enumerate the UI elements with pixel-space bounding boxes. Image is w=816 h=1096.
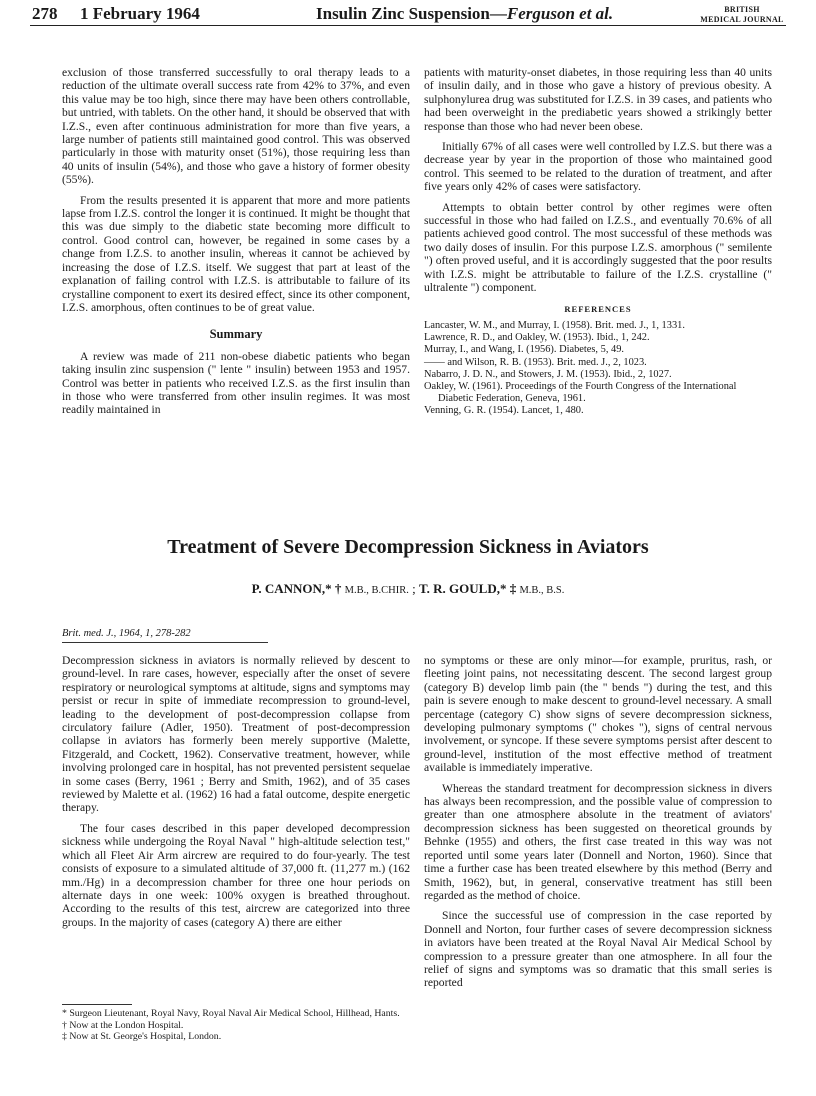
article-column-1: [62, 654, 410, 936]
author-degrees: M.B., B.S.: [519, 585, 565, 596]
references-heading: REFERENCES: [564, 303, 632, 314]
reference-item: Nabarro, J. D. N., and Stowers, J. M. (1953). Ibid., 2, 1027.: [424, 368, 672, 380]
reference-item: Oakley, W. (1961). Proceedings of the Fourth Congress of the International Diabetic Federation, Geneva, 1961.: [424, 380, 737, 405]
prev-article-column-1: [62, 66, 410, 424]
article-paragraph: Decompression sickness in aviators is normally relieved by descent to ground-level. In rare cases, however, especially after the onset of severe respiratory or neurological symptoms at altitude, signs and symptoms may persist or recur in spite of immediate recompression to ground-level, leading to the development of post-decompression collapse from circulatory failure (Adler, 1950). Treatment of post-decompression collapse in aviators has formerly been merely supportive (Malette, Fitzgerald, and Cockett, 1962). Conservative treatment, however, while involving prolonged care in hospital, has not prevented persistent sequelae in some cases (Berry, 1961 ; Berry and Smith, 1962), and of 35 cases reviewed by Malette et al. (1962) 16 had a fatal outcome, despite energetic therapy.: [62, 654, 410, 815]
article-paragraph: Whereas the standard treatment for decompression sickness in divers has always been recompression, and the possible value of compression to greater than one atmosphere absolute in the treatment of aviators' decompression sickness has been suggested on theoretical grounds by Behnke (1955) and others, the first case treated in this way was not reported until some years later (Donnell and Norton, 1960). Since that time a further case has been treated elsewhere by this method (Berry and Smith, 1962), but, in general, conservative treatment has still been regarded as the method of choice.: [424, 781, 772, 902]
author-line: [30, 581, 786, 597]
journal-name: [692, 5, 792, 25]
prev-paragraph: exclusion of those transferred successfully to oral therapy leads to a reduction of the ultimate overall success rate from 42% to 37%, and even this value may be too high, since there may have been others controllable, but untried, with tablets. On the other hand, it should be observed that with I.Z.S., even after continuous administration for more than five years, a large number of patients still maintained good control. This was observed particularly in those with maturity onset (51%), those requiring less than 40 units of insulin (54%), and those who gave a history of former obesity (55%).: [62, 66, 410, 187]
footnote-item: ‡ Now at St. George's Hospital, London.: [62, 1031, 222, 1043]
prev-paragraph: Attempts to obtain better control by other regimes were often successful in those who had failed on I.Z.S., and eventually 70.6% of all patients achieved good control. The most successful of these methods was two daily doses of insulin. For this purpose I.Z.S. amorphous (" semilente ") often proved useful, and it is accordingly suggested that the poor results with I.Z.S. might be attributable to failure of the I.Z.S. crystalline (" ultralente ") component.: [424, 200, 772, 295]
reference-item: Lancaster, W. M., and Murray, I. (1958). Brit. med. J., 1, 1331.: [424, 319, 685, 331]
article-paragraph: Since the successful use of compression in the case reported by Donnell and Norton, four further cases of severe decompression sickness in aviators have been treated at the Royal Naval Air Medical School by compression to a pressure greater than one atmosphere. In all four the relief of signs and symptoms was so dramatic that this small series is reported: [424, 909, 772, 990]
author-name: P. CANNON,* †: [251, 581, 342, 596]
author-separator: ;: [412, 581, 416, 596]
header-rule: [30, 25, 786, 26]
citation-rule: [62, 642, 268, 643]
prev-article-column-2: [424, 66, 772, 418]
footnote-item: * Surgeon Lieutenant, Royal Navy, Royal Naval Air Medical School, Hillhead, Hants.: [62, 1008, 400, 1019]
journal-name-line2: MEDICAL JOURNAL: [700, 15, 784, 24]
page-number: 278: [32, 4, 58, 23]
reference-item: Venning, G. R. (1954). Lancet, 1, 480.: [424, 405, 584, 417]
summary-heading: Summary: [209, 327, 263, 342]
prev-paragraph: patients with maturity-onset diabetes, in those requiring less than 40 units of insulin daily, and in those who gave a history of previous obesity. A sulphonylurea drug was substituted for I.Z.S. in 39 cases, and patients who had been overweight in the prediabetic years showed a strikingly better response than those who had never been obese.: [424, 66, 772, 133]
journal-name-line1: BRITISH: [724, 5, 760, 14]
author-degrees: M.B., B.CHIR.: [344, 585, 409, 596]
reference-item: Lawrence, R. D., and Oakley, W. (1953). Ibid., 1, 242.: [424, 332, 650, 344]
prev-paragraph: Initially 67% of all cases were well controlled by I.Z.S. but there was a decrease year by year in the proportion of those who maintained good control. This seemed to be related to the duration of treatment, and after five years only 42% of cases were satisfactory.: [424, 140, 772, 194]
running-title-text: Insulin Zinc Suspension—: [316, 4, 507, 23]
footnote-rule: [62, 1004, 132, 1005]
article-column-2: [424, 654, 772, 997]
citation: Brit. med. J., 1964, 1, 278-282: [62, 628, 191, 639]
article-paragraph: no symptoms or these are only minor—for example, pruritus, rash, or fleeting joint pains, not necessitating descent. The second largest group (category B) develop limb pain (the " bends ") during the test, and this pain is severe enough to make descent to ground-level necessary. A small percentage (category C) show signs of severe decompression sickness, developing pulmonary symptoms (" chokes "), signs of central nervous involvement, or syncope. If these severe symptoms persist after descent to ground-level, institution of the most effective method of treatment available is immediately imperative.: [424, 654, 772, 775]
reference-item: Murray, I., and Wang, I. (1956). Diabetes, 5, 49.: [424, 344, 624, 356]
issue-date: 1 February 1964: [80, 4, 200, 23]
running-title-authors: Ferguson et al.: [506, 4, 614, 23]
summary-paragraph: A review was made of 211 non-obese diabetic patients who began taking insulin zinc suspension (" lente " insulin) between 1953 and 1957. Control was better in patients who received I.Z.S. as the first insulin than in those who were transferred from other insulin regimes. It was most readily maintained in: [62, 349, 410, 417]
article-title: Treatment of Severe Decompression Sickness in Aviators: [167, 536, 649, 558]
reference-item: —— and Wilson, R. B. (1953). Brit. med. J., 2, 1023.: [424, 356, 647, 368]
footnote-item: † Now at the London Hospital.: [62, 1019, 184, 1031]
article-paragraph: The four cases described in this paper developed decompression sickness while undergoing the Royal Naval " high-altitude selection test," which all Fleet Air Arm aircrew are required to do four-yearly. The test consists of exposure to a simulated altitude of 37,000 ft. (11,277 m.) (162 mm./Hg) in a decompression chamber for three one hour periods on alternate days in one week: 100% oxygen is breathed throughout. According to the results of this test, aircrew are categorized into three groups. In the majority of cases (category A) there are either: [62, 821, 410, 929]
author-name: T. R. GOULD,* ‡: [418, 581, 517, 596]
running-title: [316, 4, 613, 24]
prev-paragraph: From the results presented it is apparent that more and more patients lapse from I.Z.S. control the longer it is continued. It might be thought that this was due simply to the diabetic state becoming more difficult to control. Good control can, however, be regained in some cases by a change from I.Z.S. to another insulin, whereas it cannot be achieved by increasing the dose of I.Z.S. itself. We suggest that part at least of the explanation of failing control with I.Z.S. is attributable to failure of its crystalline component to exert its desired effect, since its other component, I.Z.S. amorphous, often continues to be of great value.: [62, 193, 410, 314]
footnotes: [62, 1008, 410, 1043]
